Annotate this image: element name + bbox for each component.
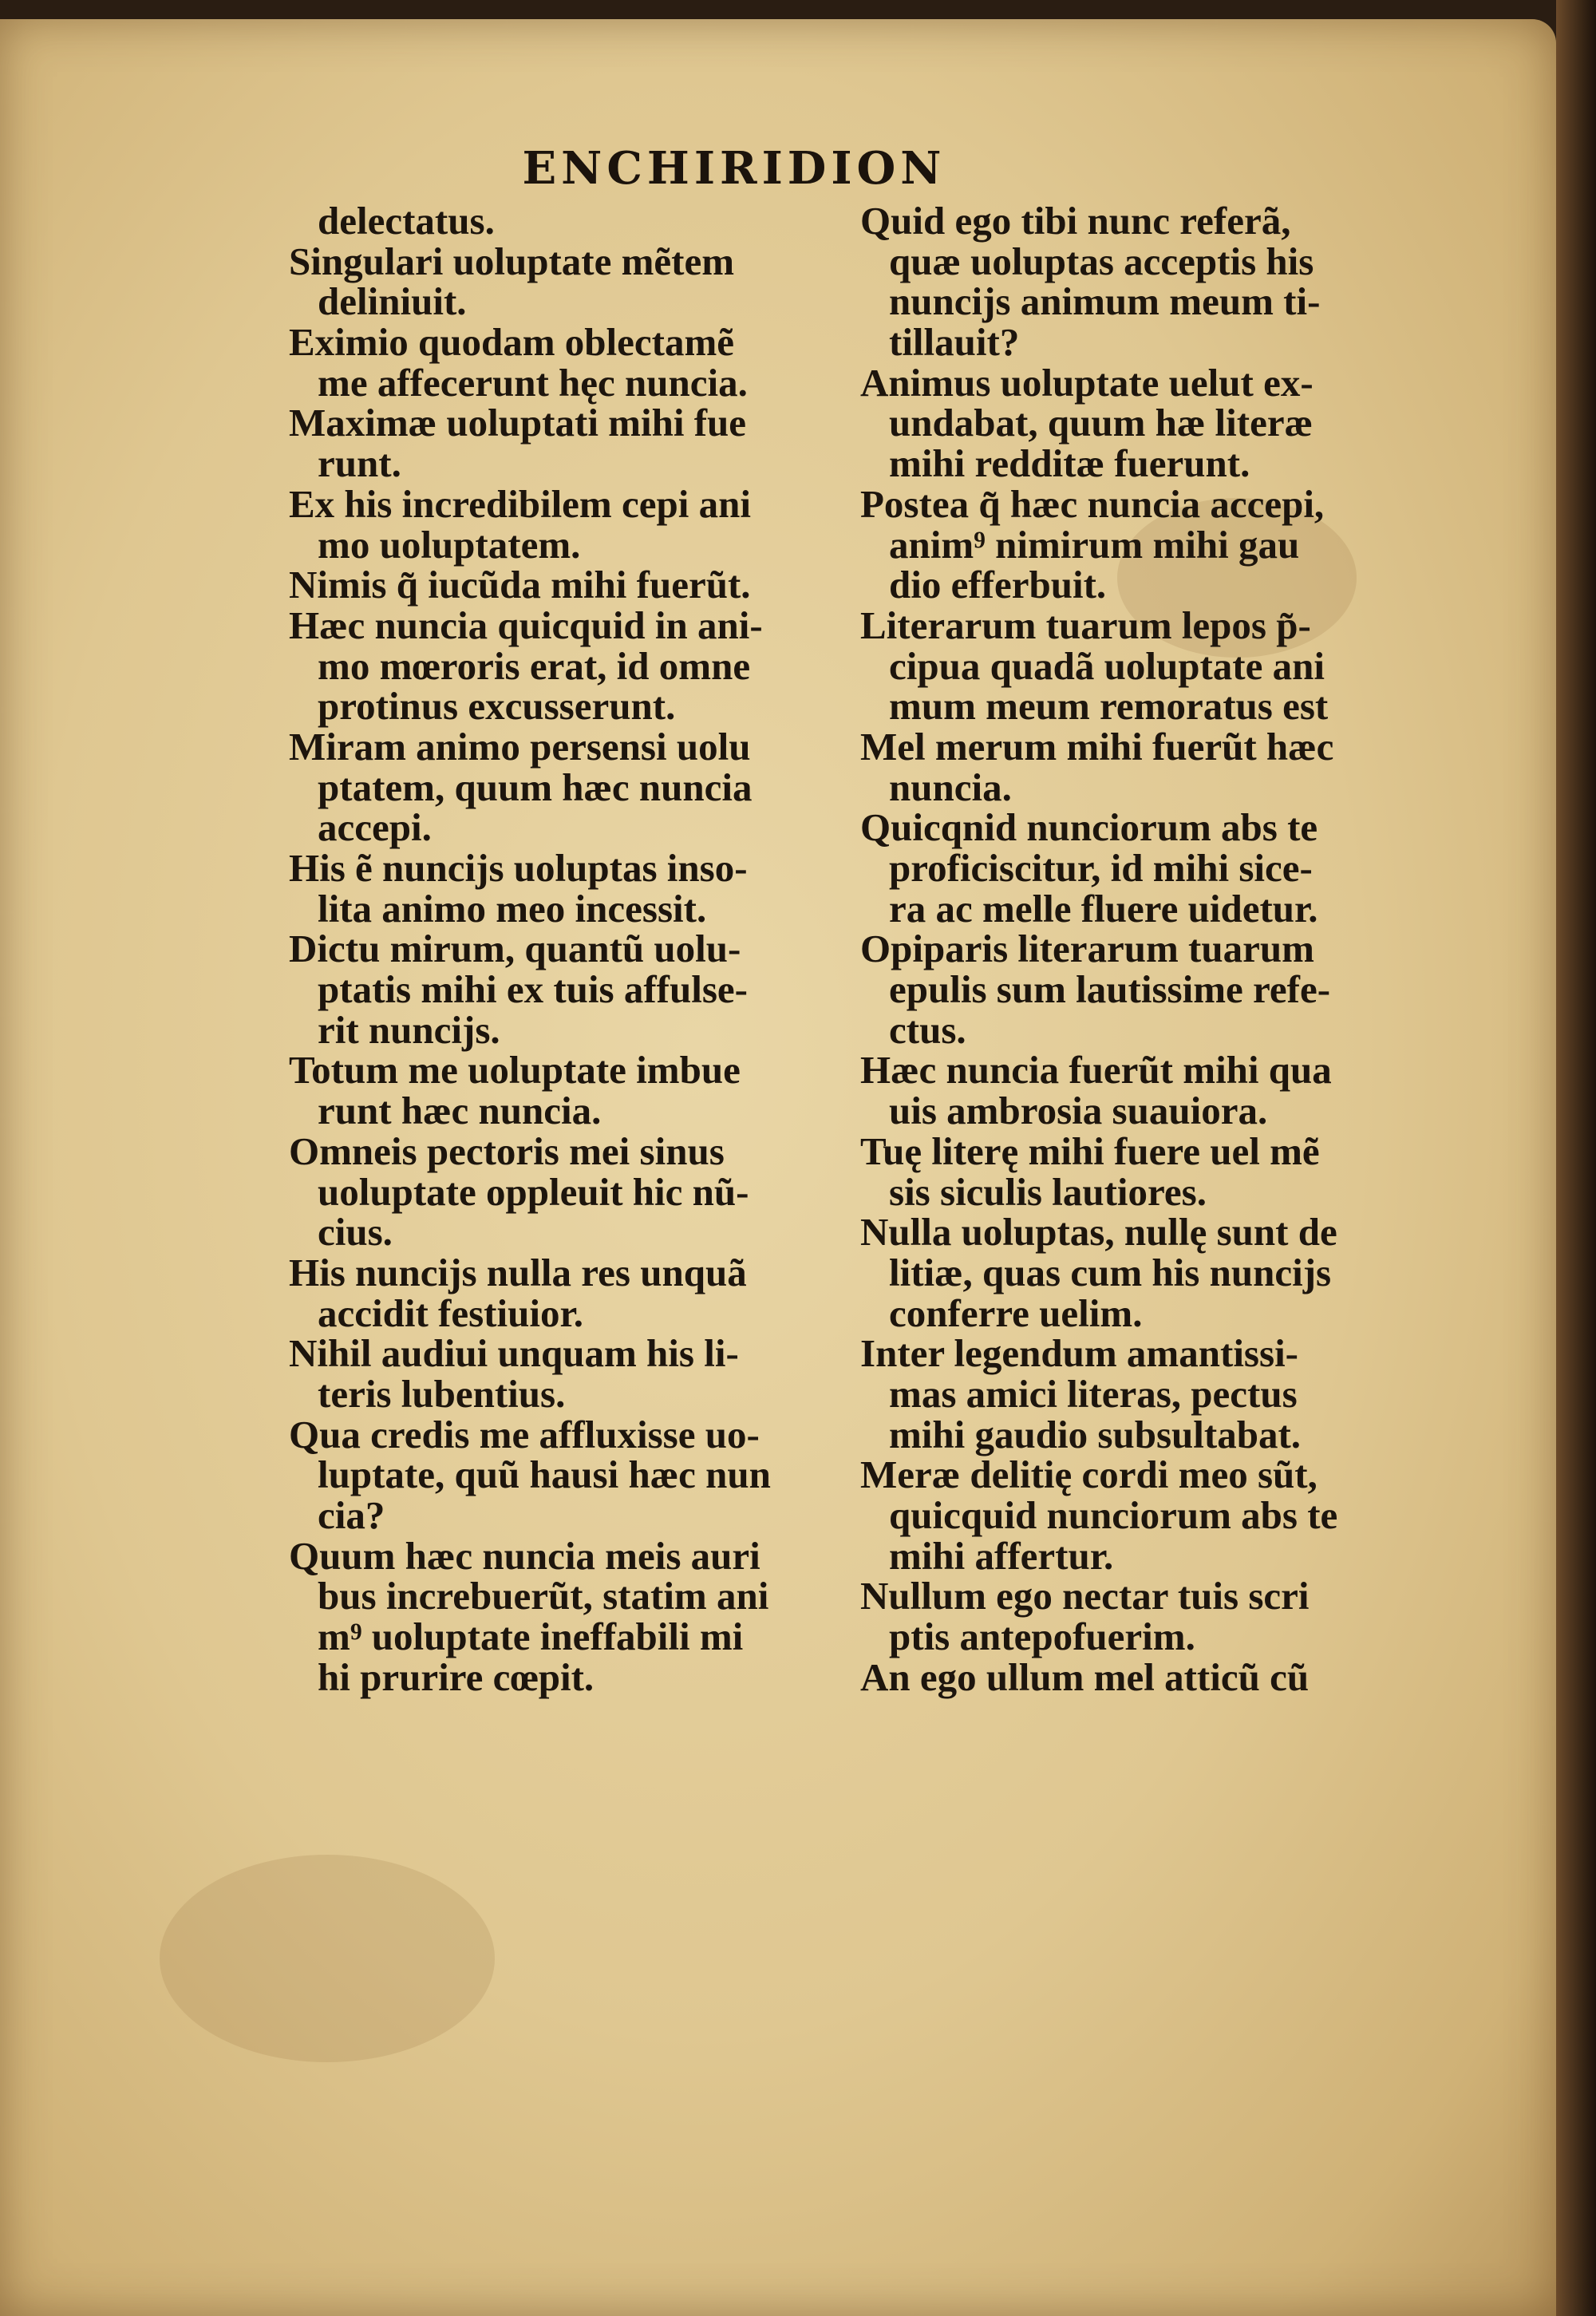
text-line: Inter legendum amantissi- <box>860 1331 1299 1376</box>
text-line: uis ambrosia suauiora. <box>889 1089 1268 1133</box>
text-line: ra ac melle fluere uidetur. <box>889 886 1318 931</box>
text-line: hi prurire cœpit. <box>318 1654 595 1699</box>
text-line: Postea q̃ hæc nuncia accepi, <box>860 481 1325 526</box>
text-line: His ẽ nuncijs uoluptas inso- <box>289 846 748 890</box>
text-line: Dictu mirum, quantũ uolu- <box>289 927 741 971</box>
text-line: accidit festiuior. <box>318 1290 583 1335</box>
text-line: lita animo meo incessit. <box>318 886 707 931</box>
text-line: Qua credis me affluxisse uo- <box>289 1412 760 1456</box>
text-line: Nulla uoluptas, nullę sunt de <box>860 1210 1337 1255</box>
text-line: Nullum ego nectar tuis scri <box>860 1574 1310 1618</box>
text-line: conferre uelim. <box>889 1290 1143 1335</box>
text-line: undabat, quum hæ literæ <box>889 401 1313 445</box>
text-line: Ex his incredibilem cepi ani <box>289 481 751 526</box>
paper-stain <box>160 1855 495 2062</box>
text-line: mihi gaudio subsultabat. <box>889 1412 1302 1456</box>
text-line: cia? <box>318 1493 385 1537</box>
text-line: uoluptate oppleuit hic nũ- <box>318 1169 749 1214</box>
text-line: cius. <box>318 1210 393 1255</box>
text-line: runt hæc nuncia. <box>318 1089 602 1133</box>
text-line: Animus uoluptate uelut ex- <box>860 360 1314 405</box>
text-line: Opiparis literarum tuarum <box>860 927 1314 971</box>
text-line: Tuę literę mihi fuere uel mẽ <box>860 1128 1320 1173</box>
text-line: dio efferbuit. <box>889 563 1107 607</box>
text-line: Quicqnid nunciorum abs te <box>860 805 1318 850</box>
text-line: mo uoluptatem. <box>318 522 581 567</box>
text-line: nuncia. <box>889 765 1012 809</box>
text-line: Omneis pectoris mei sinus <box>289 1128 725 1173</box>
text-line: litiæ, quas cum his nuncijs <box>889 1250 1332 1294</box>
running-head <box>0 142 1596 195</box>
text-line: Mel merum mihi fuerũt hæc <box>860 724 1334 769</box>
running-head-text: ENCHIRIDION <box>522 142 946 195</box>
text-line: Miram animo persensi uolu <box>289 724 751 769</box>
book-gutter <box>1556 0 1596 2316</box>
text-line: runt. <box>318 441 401 486</box>
text-line: An ego ullum mel atticũ cũ <box>860 1654 1310 1699</box>
text-line: mihi affertur. <box>889 1533 1114 1578</box>
text-line: accepi. <box>318 805 432 850</box>
text-line: deliniuit. <box>318 279 467 324</box>
text-line: ctus. <box>889 1007 966 1052</box>
text-line: Quum hæc nuncia meis auri <box>289 1533 760 1578</box>
text-line: me affecerunt hęc nuncia. <box>318 360 748 405</box>
text-line: anim⁹ nimirum mihi gau <box>889 522 1300 567</box>
text-line: mo mœroris erat, id omne <box>318 643 751 688</box>
text-line: quicquid nunciorum abs te <box>889 1493 1338 1537</box>
text-line: bus increbuerũt, statim ani <box>318 1574 769 1618</box>
text-line: His nuncijs nulla res unquã <box>289 1250 747 1294</box>
left-column <box>289 201 863 1697</box>
text-line: Nihil audiui unquam his li- <box>289 1331 739 1376</box>
text-line: ptatis mihi ex tuis affulse- <box>318 967 748 1012</box>
text-line: Hæc nuncia quicquid in ani- <box>289 603 763 647</box>
text-line: Totum me uoluptate imbue <box>289 1048 741 1093</box>
text-line: Maximæ uoluptati mihi fue <box>289 401 747 445</box>
text-line: Quid ego tibi nunc referã, <box>860 199 1291 243</box>
text-line: cipua quadã uoluptate ani <box>889 643 1325 688</box>
text-line: Meræ delitię cordi meo sũt, <box>860 1452 1317 1497</box>
text-line: Eximio quodam oblectamẽ <box>289 320 735 365</box>
text-line: protinus excusserunt. <box>318 684 676 729</box>
text-line: mas amici literas, pectus <box>889 1371 1298 1416</box>
text-line: Nimis q̃ iucũda mihi fuerũt. <box>289 563 751 607</box>
text-line: ptis antepofuerim. <box>889 1614 1195 1659</box>
text-line: ptatem, quum hæc nuncia <box>318 765 753 809</box>
text-line: nuncijs animum meum ti- <box>889 279 1321 324</box>
right-column <box>860 201 1435 1697</box>
text-line: delectatus. <box>318 199 495 243</box>
text-line: quæ uoluptas acceptis his <box>889 239 1314 283</box>
text-line: epulis sum lautissime refe- <box>889 967 1331 1012</box>
text-line: tillauit? <box>889 320 1020 365</box>
text-line: Literarum tuarum lepos p̃- <box>860 603 1311 647</box>
text-line: m⁹ uoluptate ineffabili mi <box>318 1614 744 1659</box>
text-line: Hæc nuncia fuerũt mihi qua <box>860 1048 1332 1093</box>
text-line: mihi redditæ fuerunt. <box>889 441 1250 486</box>
text-line: Singulari uoluptate mẽtem <box>289 239 735 283</box>
text-line: luptate, quũ hausi hæc nun <box>318 1452 771 1497</box>
text-line: rit nuncijs. <box>318 1007 500 1052</box>
text-line: mum meum remoratus est <box>889 684 1329 729</box>
text-line: proficiscitur, id mihi sice- <box>889 846 1313 890</box>
text-line: sis siculis lautiores. <box>889 1169 1207 1214</box>
text-line: teris lubentius. <box>318 1371 566 1416</box>
